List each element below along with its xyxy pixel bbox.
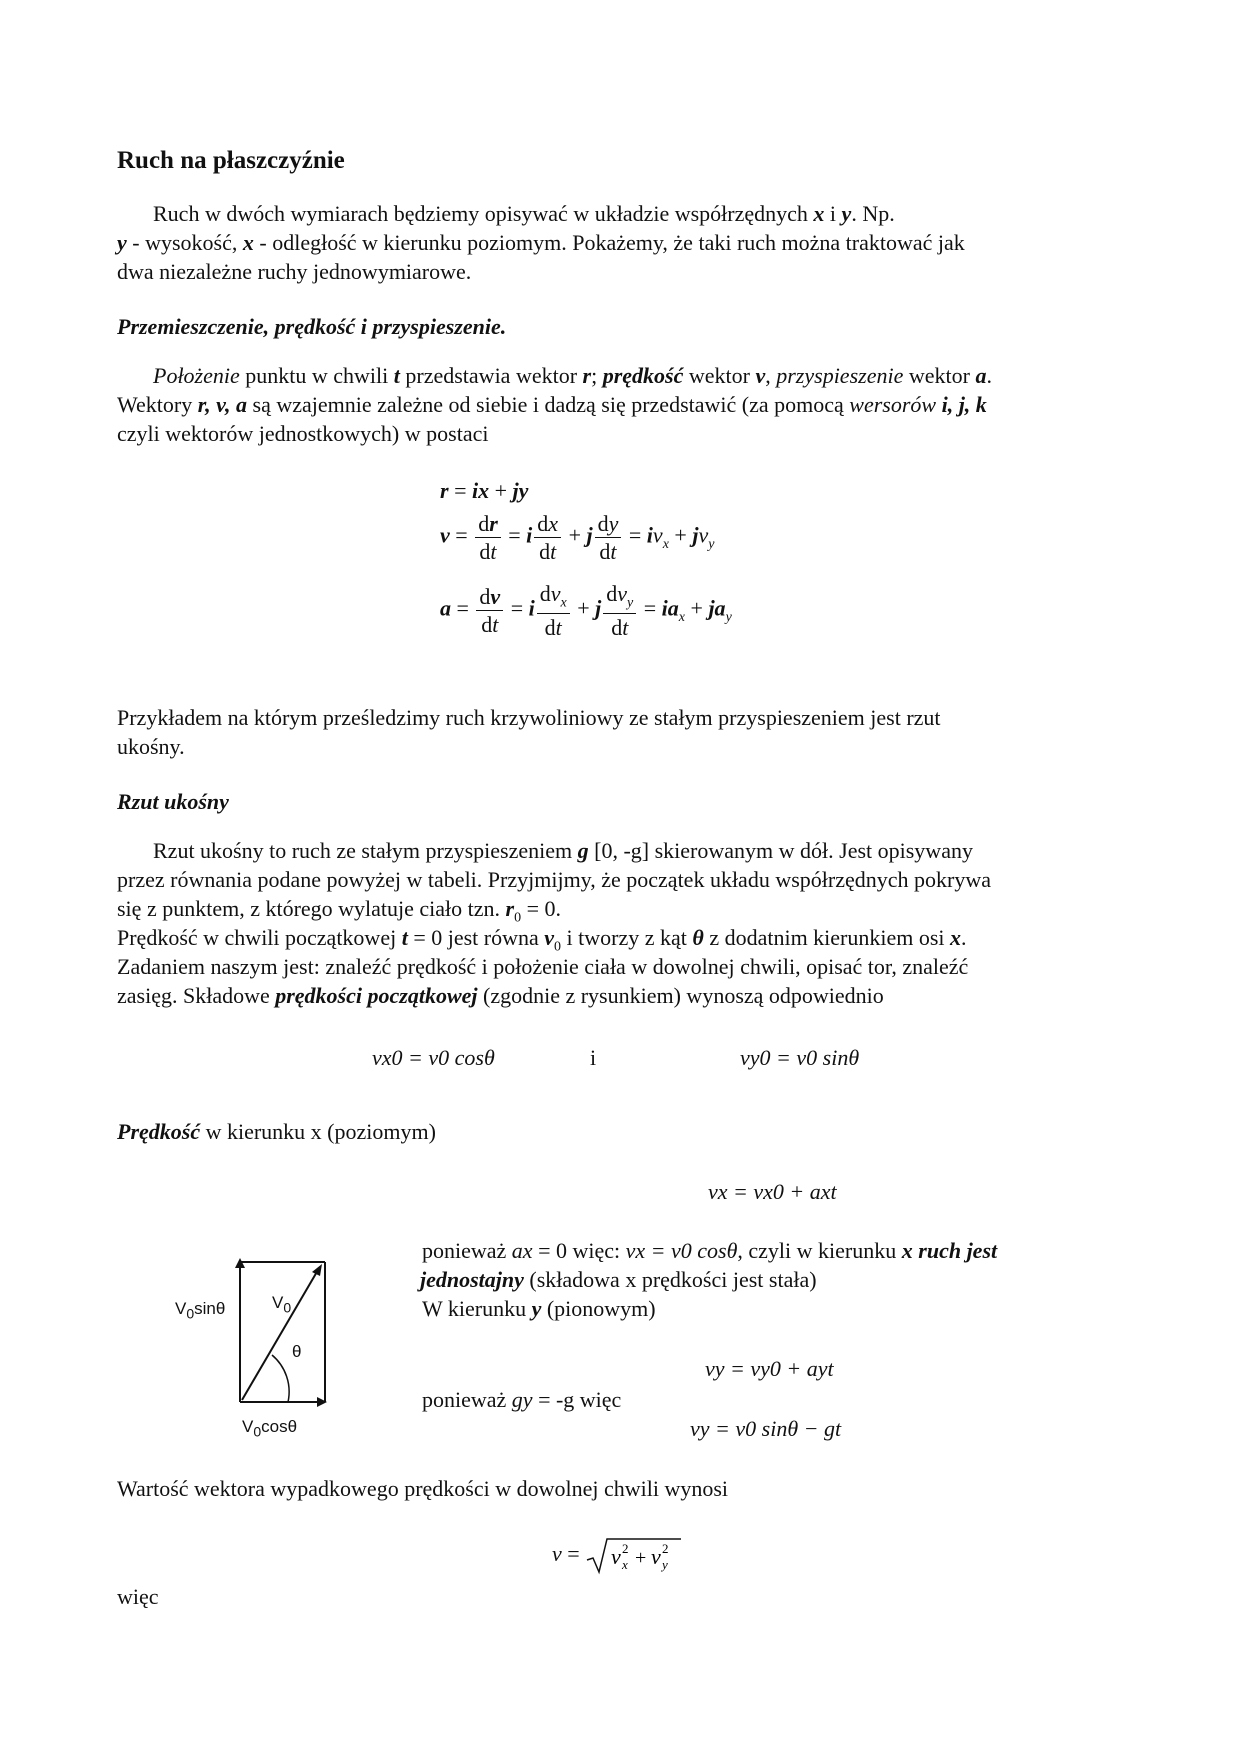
fraction: $\frac{dv_x}{dt}$	[537, 582, 570, 639]
text: .	[986, 363, 992, 388]
text: i tworzy z kąt	[561, 925, 693, 950]
svg-text:v: v	[651, 1544, 661, 1569]
sub: 0	[554, 939, 562, 955]
section1-line-2	[117, 394, 987, 416]
resultant-equation: v = v 2 x + v 2 y	[552, 1536, 683, 1576]
d: d	[479, 539, 491, 565]
section1-line-3: czyli wektorów jednostkowych) w postaci	[117, 421, 489, 446]
svg-text:2: 2	[622, 1541, 629, 1556]
text: ponieważ	[422, 1387, 512, 1412]
var: v	[544, 925, 555, 950]
fraction: $\frac{dx}{dt}$	[534, 512, 561, 563]
op: +	[494, 478, 508, 503]
y: y	[608, 511, 619, 536]
page-title: Ruch na płaszczyźnie	[117, 147, 345, 174]
var: gy	[511, 1387, 533, 1412]
op: =	[454, 478, 467, 503]
var: x	[950, 925, 962, 950]
op: =	[456, 595, 469, 621]
svg-text:2: 2	[662, 1541, 669, 1556]
text: ponieważ	[422, 1238, 512, 1263]
explanation-line-4	[422, 1389, 621, 1411]
text: (pionowym)	[541, 1296, 656, 1321]
term: ruch jest	[912, 1238, 998, 1263]
text: Rzut ukośny to ruch ze stałym przyspieszeniem	[153, 838, 578, 863]
intro-line-1	[153, 203, 895, 225]
var: t	[393, 363, 400, 388]
text: ,	[765, 363, 777, 388]
text: - wysokość,	[126, 230, 243, 255]
section3-line-6	[117, 985, 884, 1007]
text: W kierunku	[422, 1296, 532, 1321]
var: a	[440, 595, 451, 621]
d: d	[478, 511, 490, 536]
text: (składowa x prędkości jest stała)	[523, 1267, 817, 1292]
var: v	[440, 522, 450, 548]
velocity-vector	[242, 1270, 318, 1400]
term: jy	[512, 478, 529, 503]
text: .	[961, 925, 967, 950]
text: z dodatnim kierunkiem osi	[703, 925, 951, 950]
section3-line-1	[153, 840, 973, 862]
op: =	[508, 522, 521, 548]
expr: vx = v0 cosθ	[625, 1238, 738, 1263]
text: zasięg. Składowe	[117, 983, 276, 1008]
op: +	[674, 522, 687, 548]
var: θ	[692, 925, 704, 950]
component-vx0: vx0 = v0 cosθ	[372, 1045, 495, 1070]
fraction: $\frac{dy}{dt}$	[595, 512, 622, 563]
section1-line-1	[153, 365, 992, 387]
text: wektor	[903, 363, 976, 388]
equation-r	[440, 478, 528, 504]
component-and: i	[590, 1045, 597, 1070]
text: Wektory	[117, 392, 198, 417]
intro-line-2	[117, 232, 965, 254]
var-x: x	[242, 230, 254, 255]
text: = 0 więc:	[532, 1238, 626, 1263]
fraction: $\frac{dr}{dt}$	[475, 512, 501, 563]
equation-v: v = $\frac{dr}{dt}$ = i $\frac{dx}{dt}$ + j $\frac{dy}{dt}$ = $iv_x + jv_y$	[440, 511, 715, 565]
var: r	[440, 478, 449, 503]
arrowhead-diag	[312, 1264, 322, 1276]
text: = -g więc	[532, 1387, 622, 1412]
text: się z punktem, z którego wylatuje ciało tzn.	[117, 896, 506, 921]
velocity-x-label	[117, 1121, 436, 1143]
section-heading-kinematics: Przemieszczenie, prędkość i przyspieszenie.	[117, 314, 507, 339]
text: i	[824, 201, 842, 226]
explanation-line-2	[420, 1269, 817, 1291]
fraction: $\frac{dv}{dt}$	[476, 585, 503, 636]
var: v	[755, 363, 766, 388]
op: +	[690, 595, 703, 621]
section2-line-2: ukośny.	[117, 734, 185, 759]
term: jednostajny	[420, 1267, 524, 1292]
text: w kierunku x (poziomym)	[200, 1119, 436, 1144]
op: =	[510, 595, 524, 621]
svg-text:y: y	[662, 1557, 668, 1572]
op: +	[568, 522, 581, 548]
op: =	[643, 595, 657, 621]
section-heading-projectile: Rzut ukośny	[117, 789, 229, 814]
text: [0, -g] skierowanym w dół. Jest opisywany	[588, 838, 973, 863]
term: prędkość	[602, 363, 684, 388]
text: Ruch w dwóch wymiarach będziemy opisywać w układzie współrzędnych	[153, 201, 814, 226]
var-y: y	[841, 201, 852, 226]
section3-line-2: przez równania podane powyżej w tabeli. Przyjmijmy, że początek układu współrzędnych pokrywa	[117, 867, 991, 892]
text: wektor	[683, 363, 756, 388]
component-vy0: vy0 = v0 sinθ	[740, 1045, 860, 1070]
var: r	[505, 896, 515, 921]
unit-i: i	[526, 522, 533, 548]
text: przedstawia wektor	[399, 363, 583, 388]
text: są wzajemnie zależne od siebie i dadzą się przedstawić (za pomocą	[247, 392, 850, 417]
equation-a: a = $\frac{dv}{dt}$ = i $\frac{dv_x}{dt}$ + j $\frac{dv_y}{dt}$ = $ia_x + ja_y$	[440, 581, 732, 641]
term: Położenie	[153, 363, 240, 388]
figure-theta-label: θ	[292, 1342, 302, 1361]
var: y	[531, 1296, 542, 1321]
sub: 0	[514, 910, 522, 926]
sqrt-symbol	[585, 1536, 683, 1576]
term: ix	[471, 478, 490, 503]
var: g	[577, 838, 589, 863]
figure-v0sin-label: $V_0\sin\theta$	[175, 1299, 226, 1322]
unit-j: j	[586, 522, 593, 548]
svg-text:x: x	[622, 1557, 628, 1572]
var-y: y	[117, 230, 127, 255]
var: ax	[511, 1238, 533, 1263]
fraction: $\frac{dv_y}{dt}$	[603, 582, 636, 639]
x: x	[548, 511, 559, 536]
op: =	[628, 522, 642, 548]
op: =	[455, 522, 468, 548]
term: prędkości początkowej	[275, 983, 478, 1008]
explanation-line-3	[422, 1298, 656, 1320]
angle-arc	[272, 1355, 289, 1402]
var: a	[975, 363, 987, 388]
text: (zgodnie z rysunkiem) wynoszą odpowiednio	[477, 983, 884, 1008]
intro-line-3: dwa niezależne ruchy jednowymiarowe.	[117, 259, 472, 284]
velocity-y-equation-2: vy = v0 sinθ − gt	[690, 1416, 842, 1441]
explanation-line-1	[422, 1240, 997, 1262]
term: Prędkość	[117, 1119, 201, 1144]
var: t	[401, 925, 408, 950]
var: x	[901, 1238, 913, 1263]
svg-text:+: +	[635, 1547, 647, 1569]
velocity-x-equation: vx = vx0 + axt	[708, 1179, 837, 1204]
text: = 0.	[521, 896, 562, 921]
text: ;	[591, 363, 603, 388]
term: przyspieszenie	[776, 363, 904, 388]
section3-line-4	[117, 927, 967, 954]
text: Prędkość w chwili początkowej	[117, 925, 402, 950]
svg-text:v: v	[611, 1544, 621, 1569]
section3-line-5: Zadaniem naszym jest: znaleźć prędkość i położenie ciała w dowolnej chwili, opisać tor, znaleźć	[117, 954, 969, 979]
text: = 0 jest równa	[407, 925, 545, 950]
text: , czyli w kierunku	[737, 1238, 902, 1263]
section2-line-1: Przykładem na którym prześledzimy ruch krzywoliniowy ze stałym przyspieszeniem jest rzut	[117, 705, 941, 730]
section3-line-3	[117, 898, 561, 925]
vectors: i, j, k	[936, 392, 987, 417]
text: . Np.	[851, 201, 895, 226]
var: r	[582, 363, 592, 388]
text: punktu w chwili	[239, 363, 394, 388]
op: +	[577, 595, 590, 621]
vectors: r, v, a	[197, 392, 248, 417]
text: - odległość w kierunku poziomym. Pokażemy, że taki ruch można traktować jak	[253, 230, 965, 255]
resultant-line: Wartość wektora wypadkowego prędkości w dowolnej chwili wynosi	[117, 1476, 729, 1501]
velocity-y-equation: vy = vy0 + ayt	[705, 1356, 834, 1381]
wiec-line: więc	[117, 1584, 159, 1609]
figure-v0cos-label: $V_0\cos\theta$	[242, 1417, 298, 1440]
term: wersorów	[849, 392, 937, 417]
var-x: x	[813, 201, 825, 226]
figure-v0-label: $V_0$	[272, 1293, 292, 1316]
